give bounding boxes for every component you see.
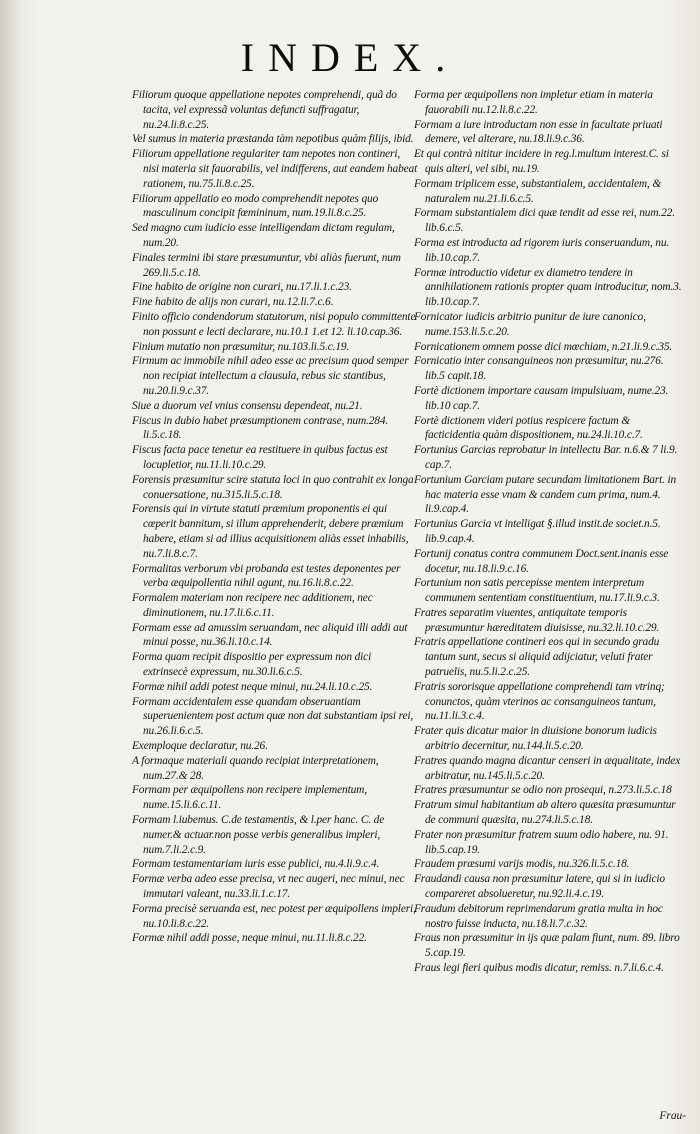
index-entry: Fratres separatim viuentes, antiquitate temporis præsumuntur hæreditatem diuisisse, nu.32.li.10.c.29. xyxy=(414,606,660,634)
index-entry: Fraus legi fieri quibus modis dicatur, remiss. n.7.li.6.c.4. xyxy=(414,962,664,975)
index-entry: Frater quis dicatur maior in diuisione bonorum iudicis arbitrio decernitur, nu.144.li.5.c.20. xyxy=(414,725,657,753)
index-entry: Fratris sororisque appellatione comprehendi tam vtrinq; conunctos, quàm vterinos ac consanguineos tantum, nu.11.li.3.c.4. xyxy=(414,680,665,723)
index-entry: Formæ introductio videtur ex diametro tendere in annihilationem rationis propter quam introducitur, nom.3. lib.10.cap.7. xyxy=(414,266,682,309)
binding-gutter xyxy=(0,0,22,1134)
index-entry: Fortunius Garcia vt intelligat §.illud instit.de societ.n.5. lib.9.cap.4. xyxy=(414,518,661,545)
index-entry: Fratris appellatione contineri eos qui in secundo gradu tantum sunt, secus si aliquid adijciatur, veluti frater patruelis, nu.5.li.2.c.25. xyxy=(414,636,660,679)
index-entry: Fornicationem omnem posse dici mœchiam, n.21.li.9.c.35. xyxy=(414,340,673,353)
index-entry: Fratrum simul habitantium ab altero quæsita præsumuntur de communi quæsita, nu.274.li.5.c.18. xyxy=(414,799,676,827)
index-entry: Formæ nihil addi posse, neque minui, nu.11.li.8.c.22. xyxy=(132,932,367,945)
index-entry: Et qui contrà nititur incidere in reg.l.multum interest.C. si quis alteri, vel sibi, nu.19. xyxy=(414,148,669,175)
index-entry: A formaque materiali quando recipiat interpretationem, num.27.& 28. xyxy=(132,754,379,782)
index-entry: Fortunium non satis percepisse mentem interpretum communem sententiam constituentium, nu.17.li.9.c.3. xyxy=(414,577,660,605)
index-entry: Formæ nihil addi potest neque minui, nu.24.li.10.c.25. xyxy=(132,680,373,693)
index-entry: Forma per æquipollens non impletur etiam in materia fauorabili nu.12.li.8.c.22. xyxy=(414,89,653,116)
page-title: INDEX. xyxy=(240,35,460,80)
index-entry: Formam l.iubemus. C.de testamentis, & l.per hanc. C. de numer.& actuar.non posse verbis generalibus impleri, num.7.li.2.c.9. xyxy=(132,814,385,856)
index-entry: Forensis præsumitur scire statuta loci in quo contrahit ex longa conuersatione, nu.315.li.5.c.18. xyxy=(132,473,414,501)
index-entry: Frater non præsumitur fratrem suum odio habere, nu. 91. lib.5.cap.19. xyxy=(414,828,669,856)
index-entry: Fiscus in dubio habet præsumptionem contrase, num.284. li.5.c.18. xyxy=(132,414,389,442)
index-entry: Fine habito de alijs non curari, nu.12.li.7.c.6. xyxy=(132,296,334,309)
index-entry: Formam substantialem dici quæ tendit ad esse rei, num.22. lib.6.c.5. xyxy=(414,207,675,235)
index-entry: Fornicator iudicis arbitrio punitur de iure canonico, nume.153.li.5.c.20. xyxy=(414,310,646,338)
index-entry: Filiorum appellatio eo modo comprehendit nepotes quo masculinum concipit fœmininum, num.19.li.8.c.25. xyxy=(132,192,379,220)
index-column-left xyxy=(132,88,418,946)
index-entry: Formæ verba adeo esse precisa, vt nec augeri, nec minui, nec immutari valeant, nu.33.li.1.c.17. xyxy=(132,873,405,901)
index-entry: Vel sumus in materia præstanda tàm nepotibus quàm filijs, ibid. xyxy=(132,133,414,146)
index-entry: Formalitas verborum vbi probanda est testes deponentes per verba æquipollentia nihil agunt, nu.16.li.8.c.22. xyxy=(132,562,401,590)
index-entry: Formam triplicem esse, substantialem, accidentalem, & naturalem nu.21.li.6.c.5. xyxy=(414,177,662,205)
index-entry: Formam testamentariam iuris esse publici, nu.4.li.9.c.4. xyxy=(132,858,380,871)
index-entry: Fratres præsumuntur se odio non prosequi, n.273.li.5.c.18 xyxy=(414,784,672,797)
index-entry: Fornicatio inter consanguineos non præsumitur, nu.276. lib.5 capit.18. xyxy=(414,355,664,383)
index-entry: Formam esse ad amussim seruandam, nec aliquid illi addi aut minui posse, nu.36.li.10.c.14. xyxy=(132,621,408,649)
index-entry: Fortunij conatus contra communem Doct.sent.inanis esse docetur, nu.18.li.9.c.16. xyxy=(414,547,669,575)
index-entry: Formam accidentalem esse quandam obseruantiam superuenientem post actum quæ non dat substantiam ipsi rei, nu.26.li.6.c.5. xyxy=(132,695,414,738)
index-entry: Filiorum quoque appellatione nepotes comprehendi, quã do tacita, vel expressã voluntas defuncti suffragatur, nu.24.li.8.c.25. xyxy=(132,89,397,131)
index-entry: Fortunium Garciam putare secundam limitationem Bart. in hac materia esse vnam & candem cum prima, num.4. li.9.cap.4. xyxy=(414,473,677,516)
index-entry: Siue a duorum vel vnius consensu dependeat, nu.21. xyxy=(132,399,363,412)
index-entry: Fortunius Garcias reprobatur in intellectu Bar. n.6.& 7 li.9. cap.7. xyxy=(414,444,678,471)
index-entry: Finito officio condendorum statutorum, nisi populo committente non possunt e lecti declarare, nu.10.1 1.et 12. li.10.cap.36. xyxy=(132,310,416,338)
index-entry: Forma quam recipit dispositio per expressum non dici extrinsecè expressum, nu.30.li.6.c.5. xyxy=(132,651,372,679)
index-entry: Fraudem præsumi varijs modis, nu.326.li.5.c.18. xyxy=(414,858,630,871)
index-entry: Exemploque declaratur, nu.26. xyxy=(132,740,268,753)
index-entry: Fortè dictionem videri potius respicere factum & facticidentia quàm dispositionem, nu.24.li.10.c.7. xyxy=(414,414,643,442)
index-entry: Forma precisè seruanda est, nec potest per æquipollens impleri, nu.10.li.8.c.22. xyxy=(132,902,416,930)
index-entry: Formalem materiam non recipere nec additionem, nec diminutionem, nu.17.li.6.c.11. xyxy=(132,592,373,619)
index-entry: Forensis qui in virtute statuti præmium proponentis ei qui cœperit bannitum, si illum apprehenderit, debere præmium habere, etiam si ad illius acquisitionem aliàs esset inhabilis, nu.7.li.8.c.7. xyxy=(132,503,409,560)
index-entry: Fortè dictionem importare causam impulsiuam, nume.23. lib.10 cap.7. xyxy=(414,384,669,412)
index-entry: Firmum ac immobile nihil adeo esse ac precisum quod semper non recipiat intellectum a clausula, rebus sic stantibus, nu.20.li.9.c.37. xyxy=(132,355,409,397)
index-entry: Forma est introducta ad rigorem iuris conseruandum, nu. lib.10.cap.7. xyxy=(414,236,670,264)
index-entry: Fraudum debitorum reprimendarum gratia multa in hoc nostro fuisse inducta, nu.18.li.7.c.32. xyxy=(414,902,663,930)
index-entry: Finium mutatio non præsumitur, nu.103.li.5.c.19. xyxy=(132,340,350,353)
index-entry: Fratres quando magna dicantur censeri in æqualitate, index arbitratur, nu.145.li.5.c.20. xyxy=(414,754,681,782)
index-column-right xyxy=(414,88,684,976)
index-entry: Fraudandi causa non præsumitur latere, qui si in iudicio compareret absolueretur, nu.92.li.4.c.19. xyxy=(414,873,665,901)
index-entry: Filiorum appellatione regulariter tam nepotes non contineri, nisi materia sit fauorabilis, vel indifferens, aut eandem habeat rationem, nu.75.li.8.c.25. xyxy=(132,148,418,190)
index-entry: Fiscus facta pace tenetur ea restituere in quibus factus est locupletior, nu.11.li.10.c.29. xyxy=(132,444,388,471)
index-entry: Fraus non præsumitur in ijs quæ palam fiunt, num. 89. libro 5.cap.19. xyxy=(414,932,680,960)
index-entry: Formam per æquipollens non recipere implementum, nume.15.li.6.c.11. xyxy=(132,784,367,812)
index-entry: Finales termini ibi stare præsumuntur, vbi aliàs fuerunt, num 269.li.5.c.18. xyxy=(132,251,401,279)
index-entry: Formam a iure introductam non esse in facultate priuati demere, vel alterare, nu.18.li.9.c.36. xyxy=(414,118,663,146)
index-entry: Sed magno cum iudicio esse intelligendam dictam regulam, num.20. xyxy=(132,222,395,249)
index-entry: Fine habito de origine non curari, nu.17.li.1.c.23. xyxy=(132,281,352,294)
catchword: Frau- xyxy=(659,1110,686,1122)
